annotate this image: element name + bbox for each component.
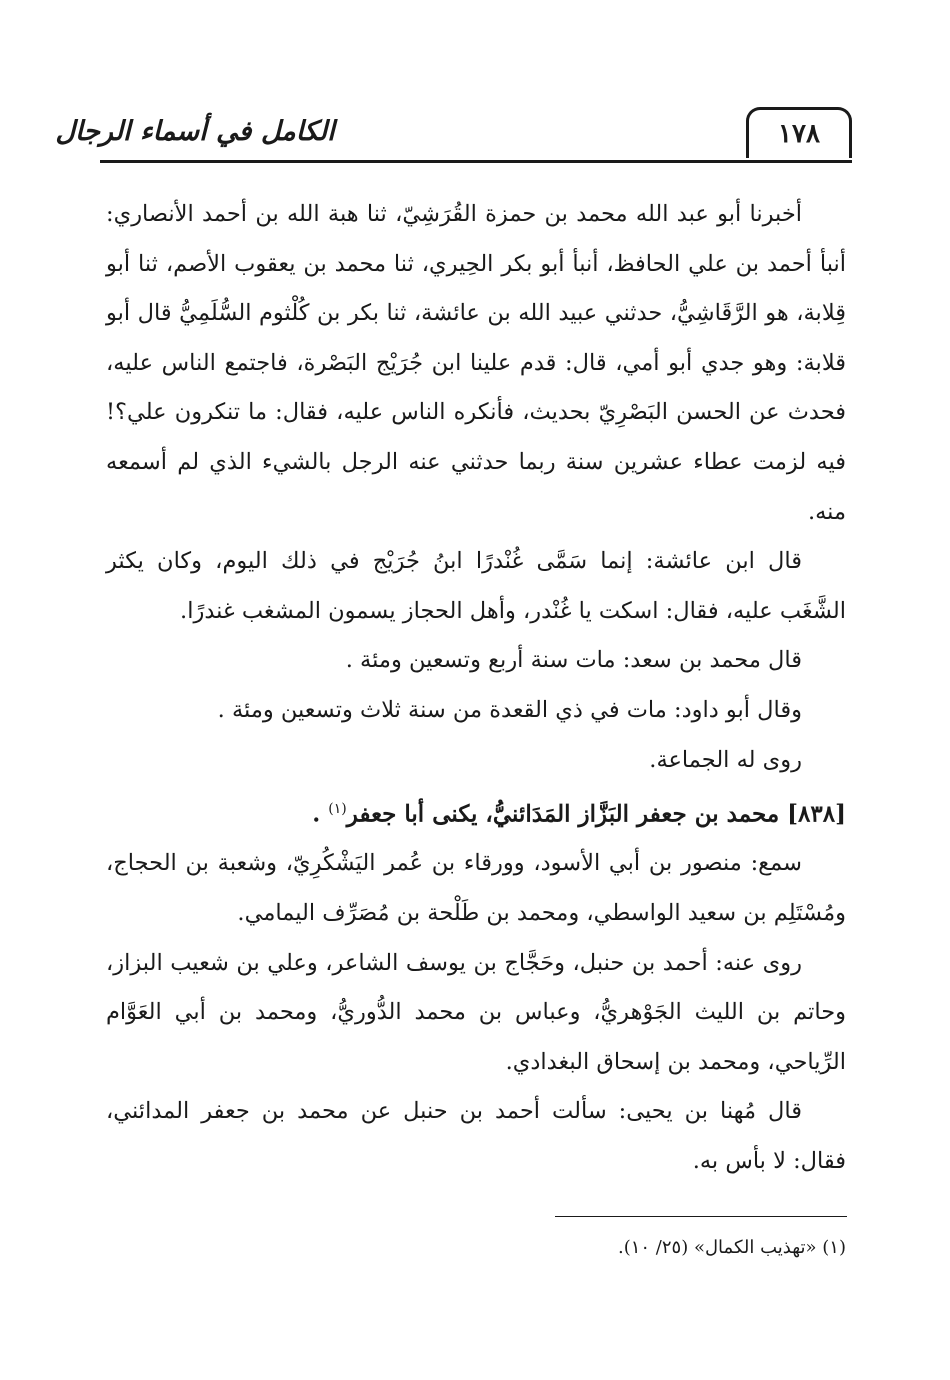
page-header: [55, 95, 852, 163]
footnote: (١) «تهذيب الكمال» (٢٥/ ١٠).: [617, 1237, 846, 1258]
header-rule: [100, 160, 852, 163]
entry-heading-text: [٨٣٨] محمد بن جعفر البَزَّاز المَدَائنيُّ، يكنى أبا جعفر: [346, 800, 846, 828]
main-text: [106, 190, 846, 1187]
paragraph: قال ابن عائشة: إنما سَمَّى غُنْدرًا ابنُ جُرَيْج في ذلك اليوم، وكان يكثر الشَّغَب عليه، فقال: اسكت يا غُنْدر، وأهل الحجاز يسمون المشغب غندرًا.: [106, 548, 846, 624]
paragraph: أخبرنا أبو عبد الله محمد بن حمزة القُرَشِيّ، ثنا هبة الله بن أحمد الأنصاري: أنبأ أحمد بن علي الحافظ، أنبأ أبو بكر الحِيري، ثنا محمد بن يعقوب الأصم، ثنا أبو قِلابة، هو الرَّقَاشِيُّ، حدثني عبيد الله بن عائشة، ثنا بكر بن كُلْثوم السُّلَمِيُّ قال أبو قلابة: وهو جدي أبو أمي، قال: قدم علينا ابن جُرَيْج البَصْرة، فاجتمع الناس عليه، فحدث عن الحسن البَصْرِيّ بحديث، فأنكره الناس عليه، فقال: ما تنكرون علي؟! فيه لزمت عطاء عشرين سنة ربما حدثني عنه الرجل بالشيء الذي لم أسمعه منه.: [106, 201, 846, 525]
paragraph: روى عنه: أحمد بن حنبل، وحَجَّاج بن يوسف الشاعر، وعلي بن شعيب البزاز، وحاتم بن الليث الجَوْهريُّ، وعباس بن محمد الدُّوريُّ، ومحمد بن أبي العَوَّام الرِّياحي، ومحمد بن إسحاق البغدادي.: [106, 949, 846, 1075]
paragraph: روى له الجماعة.: [649, 746, 802, 773]
book-title: الكامل في أسماء الرجال: [55, 115, 335, 147]
entry-heading-end: .: [312, 800, 321, 828]
paragraph: سمع: منصور بن أبي الأسود، وورقاء بن عُمر اليَشْكُرِيّ، وشعبة بن الحجاج، ومُسْتَلِم بن سعيد الواسطي، ومحمد بن طَلْحة بن مُصَرِّف اليمامي.: [106, 850, 846, 926]
footnote-reference: (١): [328, 801, 347, 818]
paragraph: قال محمد بن سعد: مات سنة أربع وتسعين ومئة .: [345, 647, 802, 674]
page-number: ١٧٨: [746, 107, 852, 158]
paragraph: وقال أبو داود: مات في ذي القعدة من سنة ثلاث وتسعين ومئة .: [217, 696, 802, 723]
entry-heading: [106, 785, 846, 839]
footnote-divider: [555, 1216, 847, 1217]
paragraph: قال مُهنا بن يحيى: سألت أحمد بن حنبل عن محمد بن جعفر المدائني، فقال: لا بأس به.: [106, 1098, 846, 1174]
